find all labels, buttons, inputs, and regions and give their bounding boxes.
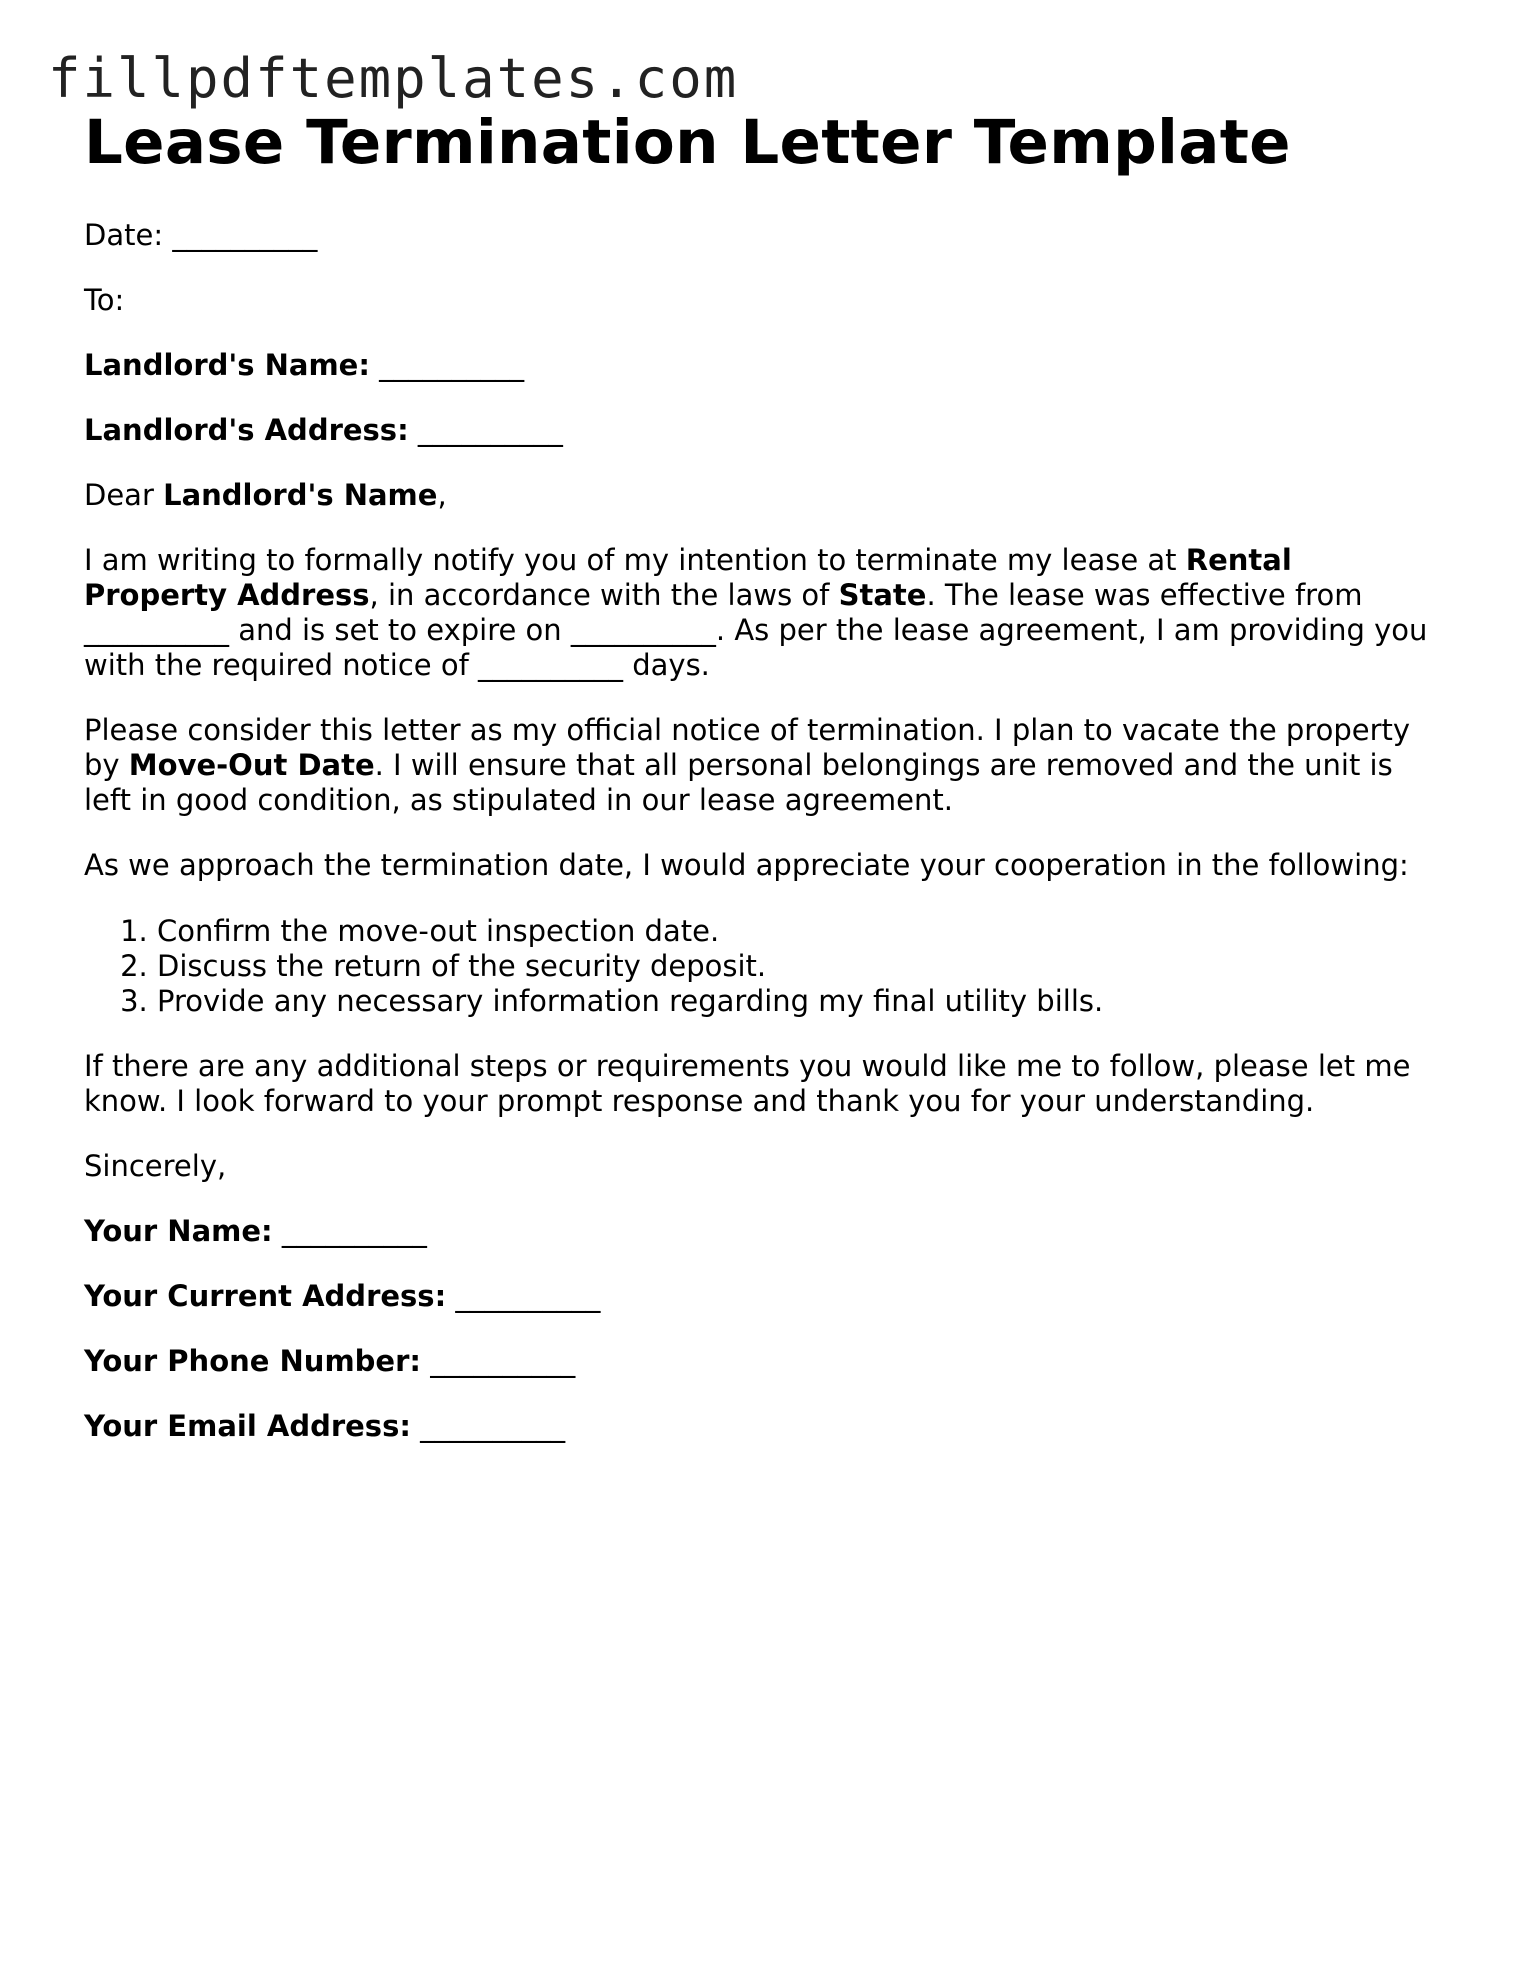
termination-text-2: . I will ensure that all personal belongings are removed and the unit is left in good condition, as stipulated in our lease agreement. <box>84 748 1402 817</box>
your-address-label: Your Current Address: <box>84 1279 447 1313</box>
landlord-address-line <box>84 413 1444 448</box>
landlord-name-blank: __________ <box>379 348 525 382</box>
notice-text-3: . The lease was effective from <box>926 578 1372 612</box>
notice-paragraph <box>84 543 1444 683</box>
document-title: Lease Termination Letter Template <box>84 107 1291 178</box>
salutation-name: Landlord's Name <box>163 478 438 512</box>
your-name-line <box>84 1214 1444 1249</box>
to-line: To: <box>84 283 125 317</box>
your-email-label: Your Email Address: <box>84 1409 411 1443</box>
landlord-name-label: Landlord's Name: <box>84 348 370 382</box>
your-phone-line <box>84 1344 1444 1379</box>
list-item: 2. Discuss the return of the security deposit. <box>157 949 1444 984</box>
date-line <box>84 218 1444 253</box>
notice-text-1: I am writing to formally notify you of my intention to terminate my lease at <box>84 543 1186 577</box>
termination-paragraph <box>84 713 1444 818</box>
salutation-prefix: Dear <box>84 478 164 512</box>
termination-text-1: Please consider this letter as my official notice of termination. I plan to vacate the property by <box>84 713 1420 782</box>
salutation <box>84 478 1444 513</box>
your-name-blank: __________ <box>281 1214 427 1248</box>
your-address-line <box>84 1279 1444 1314</box>
your-phone-blank: __________ <box>430 1344 576 1378</box>
your-address-blank: __________ <box>455 1279 601 1313</box>
notice-text-2: , in accordance with the laws of <box>369 578 839 612</box>
letter-document <box>84 100 1444 1444</box>
date-label: Date: <box>84 218 164 252</box>
list-item: 3. Provide any necessary information regarding my final utility bills. <box>157 984 1444 1019</box>
salutation-suffix: , <box>437 478 447 512</box>
landlord-address-label: Landlord's Address: <box>84 413 409 447</box>
notice-text-4: and is set to expire on <box>229 613 571 647</box>
notice-text-5: . As per the lease agreement, I am providing you with the required notice of <box>84 613 1437 682</box>
rental-property-address: Rental Property Address <box>84 543 1302 612</box>
expire-date-blank: __________ <box>570 613 716 647</box>
closing-paragraph: If there are any additional steps or requirements you would like me to follow, please let me know. I look forward to your prompt response and thank you for your understanding. <box>84 1049 1420 1118</box>
your-name-label: Your Name: <box>84 1214 273 1248</box>
date-blank: __________ <box>172 218 318 252</box>
notice-text-6: days. <box>623 648 710 682</box>
move-out-date: Move-Out Date <box>128 748 375 782</box>
effective-date-blank: __________ <box>84 613 229 647</box>
cooperation-list <box>84 914 1444 1019</box>
notice-days-blank: __________ <box>478 648 624 682</box>
your-email-blank: __________ <box>420 1409 566 1443</box>
landlord-name-line <box>84 348 1444 383</box>
state: State <box>838 578 927 612</box>
your-email-line <box>84 1409 1444 1444</box>
watermark: fillpdftemplates.com <box>48 47 739 110</box>
your-phone-label: Your Phone Number: <box>84 1344 421 1378</box>
list-item: 1. Confirm the move-out inspection date. <box>157 914 1444 949</box>
sign-off: Sincerely, <box>84 1149 227 1183</box>
cooperation-paragraph: As we approach the termination date, I would appreciate your cooperation in the following: <box>84 848 1409 882</box>
landlord-address-blank: __________ <box>417 413 563 447</box>
